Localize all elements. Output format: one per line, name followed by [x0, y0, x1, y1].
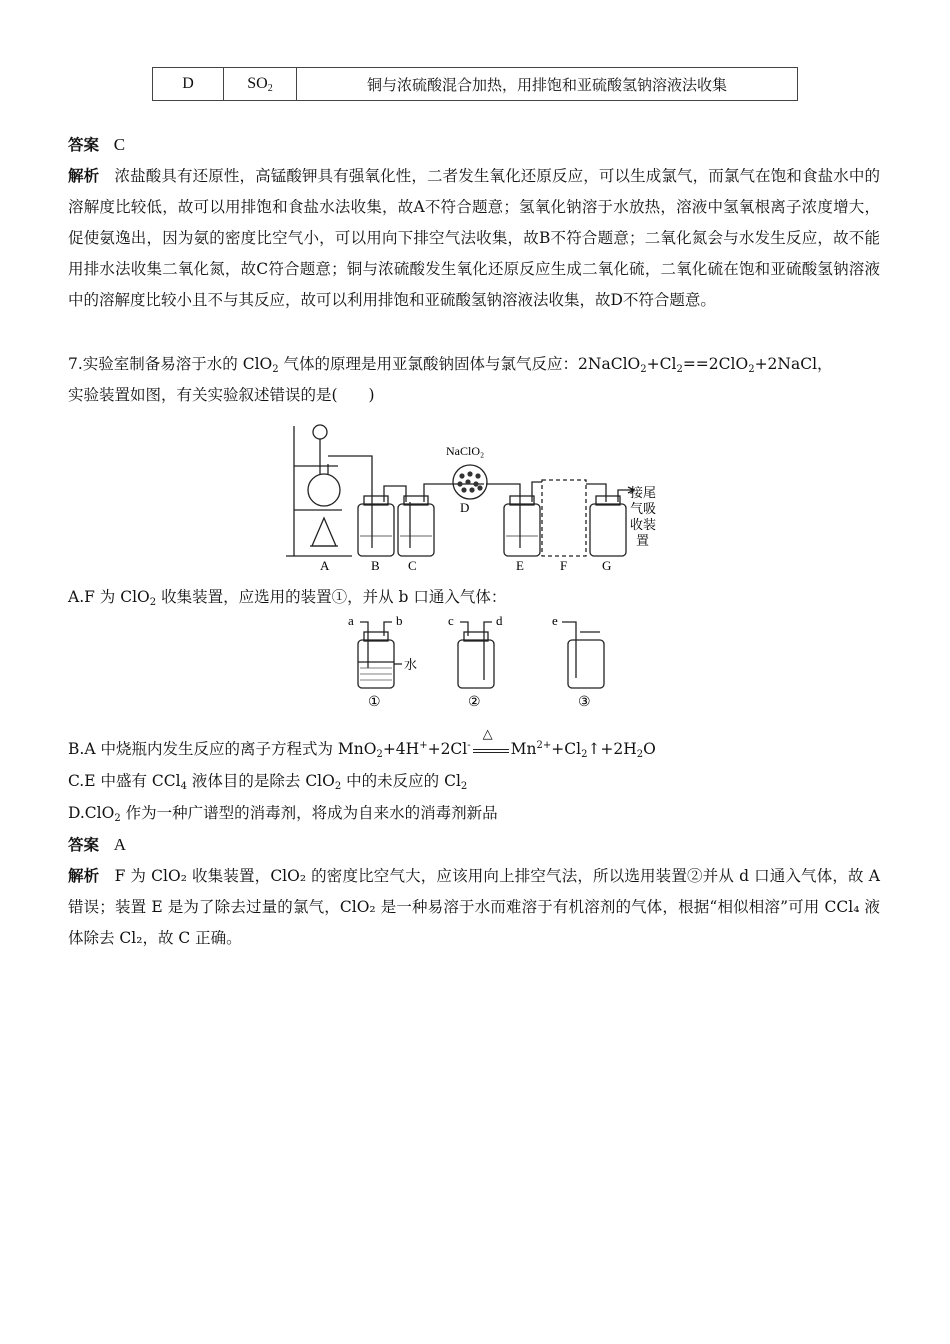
table-row — [153, 68, 798, 101]
label-C: C — [408, 558, 417, 573]
tail-note-3: 收装 — [630, 518, 657, 533]
reagent-label: NaClO₂ — [446, 444, 485, 458]
option-d: D.ClO$_2$ 作为一种广谱型的消毒剂，将成为自来水的消毒剂新品 — [68, 804, 498, 824]
port-d: d — [496, 613, 503, 628]
collector-diagram — [340, 612, 620, 712]
q6-analysis: 解析 浓盐酸具有还原性，高锰酸钾具有强氧化性，二者发生氧化还原反应，可以生成氯气，而氯气在饱和食盐水中的溶解度比较低，故可以用排饱和食盐水法收集，故A不符合题意；氢氧化钠溶于水放热，溶液中氢氧根离子浓度增大，促使氨逸出，因为氨的密度比空气小，可以用向下排空气法收集，故B不符合题意；二氧化氮会与水发生反应，故不能用排水法收集二氧化氮，故C符合题意；铜与浓硫酸发生氧化还原反应生成二氧化硫，二氧化硫在饱和亚硫酸氢钠溶液中的溶解度比较小且不与其反应，故可以利用排饱和亚硫酸氢钠溶液法收集，故D不符合题意。 — [68, 167, 880, 309]
label-D: D — [460, 500, 470, 515]
option-cell: D — [153, 68, 224, 101]
port-a: a — [348, 613, 354, 628]
q7-analysis: 解析 F 为 ClO₂ 收集装置，ClO₂ 的密度比空气大，应该用向上排空气法，所以选用装置②并从 d 口通入气体，故 A 错误；装置 E 是为了除去过量的氯气，ClO₂ 是一种易溶于水而难溶于有机溶剂的气体，根据“相似相溶”可用 CCl₄ 液体除去 Cl₂，故 C 正确。 — [68, 867, 880, 947]
tail-note-4: 置 — [636, 534, 650, 549]
option-a: A.F 为 ClO$_2$ 收集装置，应选用的装置①，并从 b 口通入气体： — [68, 588, 507, 608]
label-A: A — [320, 558, 330, 573]
water-label: 水 — [404, 658, 418, 673]
port-c: c — [448, 613, 454, 628]
device-1-number: ① — [368, 695, 381, 710]
label-B: B — [371, 558, 380, 573]
tail-note-2: 气吸 — [630, 502, 657, 517]
label-G: G — [602, 558, 612, 573]
device-3-number: ③ — [578, 695, 591, 710]
port-e: e — [552, 613, 558, 628]
tail-note-1: 接尾 — [630, 486, 657, 501]
port-b: b — [396, 613, 403, 628]
label-F: F — [560, 558, 568, 573]
q7-answer: 答案 A — [68, 835, 127, 854]
q7-stem-line2: 实验装置如图，有关实验叙述错误的是( ) — [68, 386, 375, 404]
gas-cell: $SO_2$ — [224, 68, 297, 101]
heat-arrow: △ — [473, 743, 509, 757]
method-cell: 铜与浓硫酸混合加热，用排饱和亚硫酸氢钠溶液法收集 — [297, 68, 798, 101]
q6-answer: 答案 C — [68, 135, 126, 154]
options-table — [152, 67, 798, 101]
option-c: C.E 中盛有 CCl$_4$ 液体目的是除去 ClO$_2$ 中的未反应的 $Cl_2$ — [68, 772, 468, 792]
label-E: E — [516, 558, 524, 573]
device-2-number: ② — [468, 695, 481, 710]
q7-stem-line1: 7.实验室制备易溶于水的 ClO$_2$ 气体的原理是用亚氯酸钠固体与氯气反应：$2NaClO_2+Cl_2==2ClO_2+2NaCl$， — [68, 355, 833, 375]
apparatus-diagram — [280, 418, 670, 578]
option-b: B.A 中烧瓶内发生反应的离子方程式为 MnO$_2$+4H++2Cl- △ $Mn^{2+}+Cl_2↑+2H_2O$ — [68, 727, 656, 760]
